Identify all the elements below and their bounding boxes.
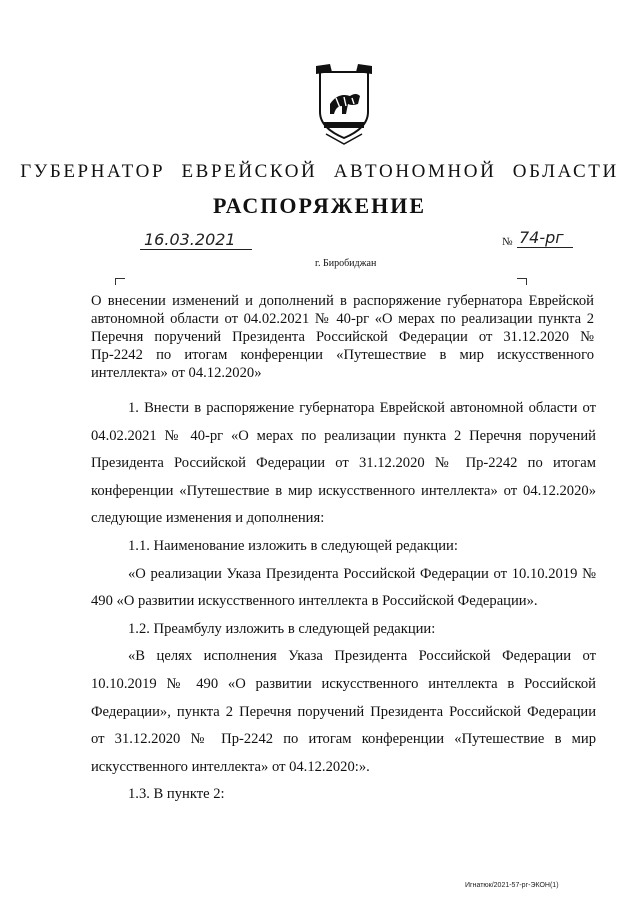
footer-reference: Игнатюк/2021-57-рг-ЭКОН(1) <box>465 882 559 889</box>
paragraph-1-1: 1.1. Наименование изложить в следующей редакции: <box>128 537 458 554</box>
right-corner-mark <box>517 278 527 285</box>
paragraph-1-3: 1.3. В пункте 2: <box>128 786 225 803</box>
paragraph-1-2-text: «В целях исполнения Указа Президента Российской Федерации от 10.10.2019 № 490 «О развитии искусственного интеллекта в Российской Федерации», пункта 2 Перечня поручений Президента Российской Федерации от 31.12.2020 № Пр-2242 по итогам конференции «Путешествие в мир искусственного интеллекта» от 04.12.2020:». <box>91 648 596 775</box>
coat-of-arms-icon <box>302 62 386 146</box>
city-label: г. Биробиджан <box>315 258 377 269</box>
paragraph-1-2: 1.2. Преамбулу изложить в следующей редакции: <box>128 620 436 637</box>
document-date: 16.03.2021 <box>140 231 252 250</box>
document-type: РАСПОРЯЖЕНИЕ <box>212 193 427 218</box>
paragraph-1-1-text: «О реализации Указа Президента Российской Федерации от 10.10.2019 № 490 «О развитии искусственного интеллекта в Российской Федерации». <box>91 565 596 610</box>
paragraph-1: 1. Внести в распоряжение губернатора Еврейской автономной области от 04.02.2021 № 40-рг «О мерах по реализации пункта 2 Перечня поручений Президента Российской Федерации от 31.12.2020 № Пр-2242 по итогам конференции «Путешествие в мир искусственного интеллекта» от 04.12.2020» следующие изменения и дополнения: <box>91 400 596 527</box>
document-number: 74-рг <box>517 229 573 248</box>
number-label: № <box>502 236 513 248</box>
document-subject: О внесении изменений и дополнений в распоряжение губернатора Еврейской автономной области от 04.02.2021 № 40-рг «О мерах по реализации пункта 2 Перечня поручений Президента Российской Федерации от 31.12.2020 № Пр-2242 по итогам конференции «Путешествие в мир искусственного интеллекта» от 04.12.2020» <box>91 293 594 381</box>
governor-title: ГУБЕРНАТОР ЕВРЕЙСКОЙ АВТОНОМНОЙ ОБЛАСТИ <box>20 161 619 182</box>
left-corner-mark <box>115 278 125 285</box>
document-body <box>91 395 596 809</box>
